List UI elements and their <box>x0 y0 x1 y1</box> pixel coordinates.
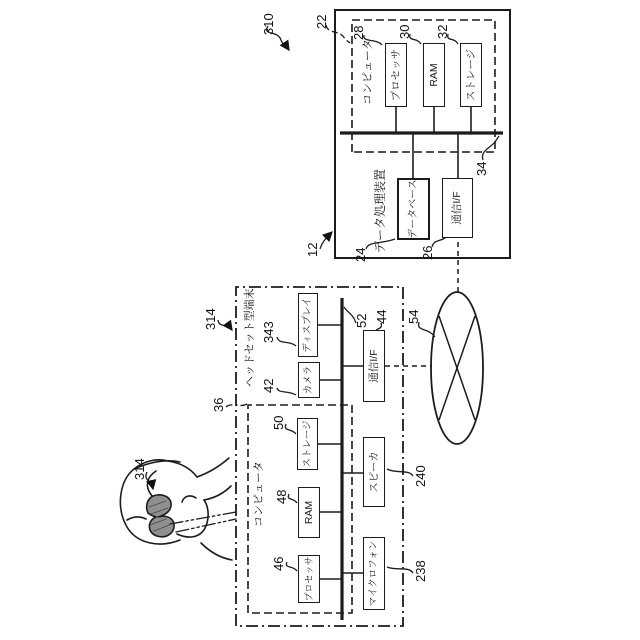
ref-54-leader <box>419 322 435 337</box>
ref-314-terminal-leader <box>218 320 232 330</box>
ref-240-leader <box>387 469 413 476</box>
terminal-storage-box: ストレージ <box>297 418 318 470</box>
ref-50: 50 <box>271 415 286 430</box>
ref-42-leader <box>277 388 296 395</box>
ref-240: 240 <box>413 465 428 487</box>
ref-32: 32 <box>435 24 450 39</box>
ref-48: 48 <box>274 489 289 504</box>
server-database-box: データベース <box>397 178 430 240</box>
ref-238: 238 <box>413 560 428 582</box>
ref-343-leader <box>277 337 296 346</box>
ref-343: 343 <box>261 321 276 343</box>
server-storage-box: ストレージ <box>460 43 482 107</box>
ref-46-leader <box>286 562 297 571</box>
terminal-display-box: ディスプレイ <box>298 293 318 357</box>
terminal-ram-box: RAM <box>298 487 320 538</box>
ref-28: 28 <box>351 25 366 40</box>
server-title: データ処理装置 <box>373 168 387 253</box>
ref-42: 42 <box>261 378 276 393</box>
ref-22: 22 <box>314 14 329 29</box>
ref-310: 310 <box>261 13 276 35</box>
terminal-speaker-box: スピーカ <box>363 437 385 507</box>
ref-314-terminal: 314 <box>203 308 218 330</box>
terminal-camera-box: カメラ <box>298 362 320 398</box>
ref-26: 26 <box>420 245 435 260</box>
terminal-microphone-box: マイクロフォン <box>363 537 385 610</box>
ref-22-leader <box>326 25 350 43</box>
ref-50-leader <box>285 424 296 434</box>
ref-34: 34 <box>474 161 489 176</box>
server-ram-box: RAM <box>423 43 445 107</box>
ref-238-leader <box>387 567 413 573</box>
terminal-comm-if-box: 通信I/F <box>363 330 385 402</box>
ref-52: 52 <box>354 313 369 328</box>
server-processor-box: プロセッサ <box>385 43 407 107</box>
server-computer-title: コンピュータ <box>362 39 374 105</box>
ref-44: 44 <box>374 309 389 324</box>
ref-314-head: 314 <box>132 458 147 480</box>
terminal-computer-title: コンピュータ <box>253 461 265 527</box>
ref-46: 46 <box>271 556 286 571</box>
ref-36: 36 <box>211 397 226 412</box>
terminal-title: ヘッドセット型端末 <box>244 288 256 387</box>
ref-12: 12 <box>305 242 320 257</box>
hmd-goggles <box>147 495 175 537</box>
ref-48-leader <box>288 494 297 503</box>
ref-30: 30 <box>397 24 412 39</box>
server-comm-if-box: 通信I/F <box>442 178 473 238</box>
ref-34-leader <box>482 136 499 160</box>
ref-12-leader <box>320 232 332 249</box>
ref-24: 24 <box>353 247 368 262</box>
ref-54: 54 <box>406 309 421 324</box>
terminal-processor-box: プロセッサ <box>298 555 320 603</box>
